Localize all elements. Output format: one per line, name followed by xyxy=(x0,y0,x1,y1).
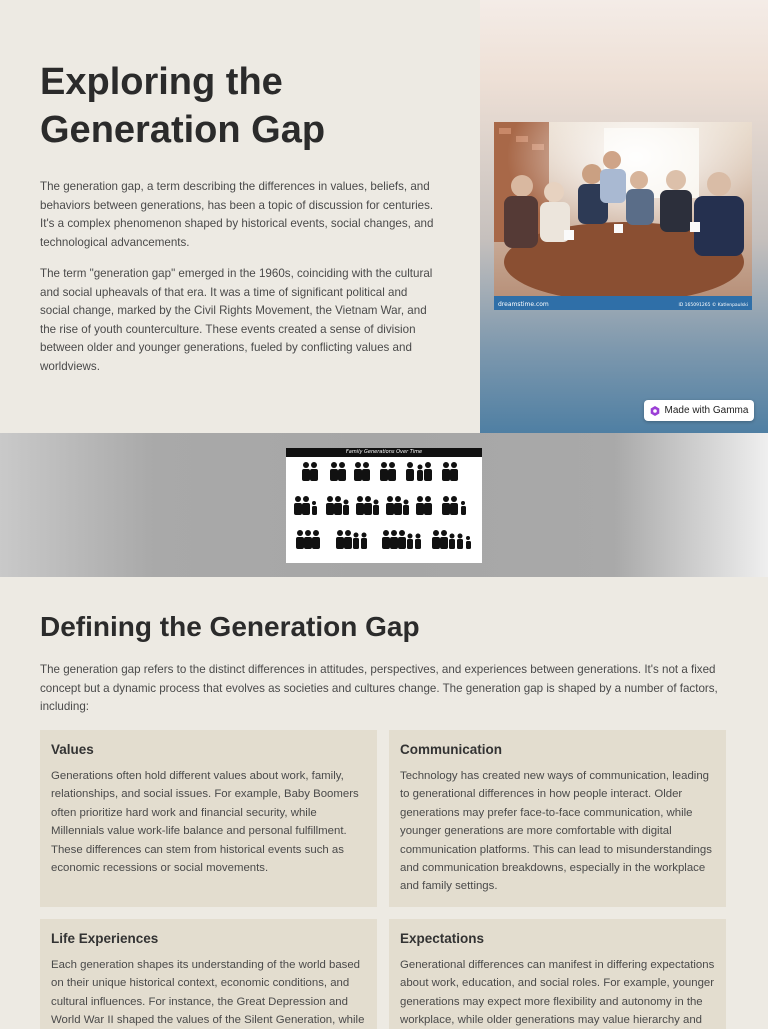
badge-label: Made with Gamma xyxy=(664,405,749,416)
hero-paragraph-1: The generation gap, a term describing the differences in values, beliefs, and behaviors between generations, has been a topic of discussion for centuries. It's a complex phenomenon shaped by historical events, social changes, and technological advancements. xyxy=(40,180,434,249)
hero-text xyxy=(40,58,440,376)
card-title: Life Experiences xyxy=(51,931,159,946)
hero-section xyxy=(0,0,768,433)
card-body: Generations often hold different values about work, family, relationships, and social issues. For example, Baby Boomers often prioritize hard work and financial security, while Millennials value work-life balance and personal fulfillment. These differences can stem from historical events such as economic recessions or social movements. xyxy=(51,770,359,875)
section-title: Defining the Generation Gap xyxy=(40,611,420,642)
page-title: Exploring the Generation Gap xyxy=(40,61,326,151)
elderly-friends-photo xyxy=(494,122,752,310)
figure-band xyxy=(0,433,768,577)
card-title: Communication xyxy=(400,742,503,757)
figure-title: Family Generations Over Time xyxy=(286,448,482,457)
card-body: Technology has created new ways of communication, leading to generational differences in how people interact. Older generations may prefer face-to-face communication, while younger generations are more comfortable with digital communication platforms. This can lead to misunderstandings and communication breakdowns, especially in the workplace and family settings. xyxy=(400,770,712,893)
card-body: Each generation shapes its understanding of the world based on their unique historical context, economic conditions, and cultural influences. For instance, the Great Depression and World War II shaped the values of the Silent Generation, while xyxy=(51,959,365,1027)
card-title: Values xyxy=(51,742,94,757)
card-body: Generational differences can manifest in differing expectations about work, education, and social roles. For example, younger generations may expect more flexibility and autonomy in the workplace, while older generations may value hierarchy and xyxy=(400,959,715,1027)
card-communication xyxy=(389,730,726,907)
definition-section xyxy=(0,577,768,1027)
family-generations-figure xyxy=(286,448,482,563)
photo-watermark-left: dreamstime.com xyxy=(498,301,549,308)
card-title: Expectations xyxy=(400,931,485,946)
card-expectations xyxy=(389,919,726,1029)
photo-watermark-right: ID 165091265 © Katlenpaulski xyxy=(678,303,748,308)
section-intro: The generation gap refers to the distinct differences in attitudes, perspectives, and experiences between generations. It's not a fixed concept but a dynamic process that evolves as societies and cultures change. The generation gap is shaped by a number of factors, including: xyxy=(40,663,718,713)
card-life-experiences xyxy=(40,919,377,1029)
made-with-gamma-badge[interactable] xyxy=(644,400,754,421)
gamma-logo-icon xyxy=(650,406,660,416)
hero-image-panel xyxy=(480,0,768,433)
card-values xyxy=(40,730,377,907)
silhouettes-illustration xyxy=(286,457,482,563)
hero-paragraph-2: The term "generation gap" emerged in the 1960s, coinciding with the cultural and social upheavals of that era. It was a time of significant political and social change, marked by the Civil Rights Movement, the Vietnam War, and the rise of youth counterculture. These events created a sense of division between older and younger generations, fueled by conflicting values and worldviews. xyxy=(40,267,433,373)
